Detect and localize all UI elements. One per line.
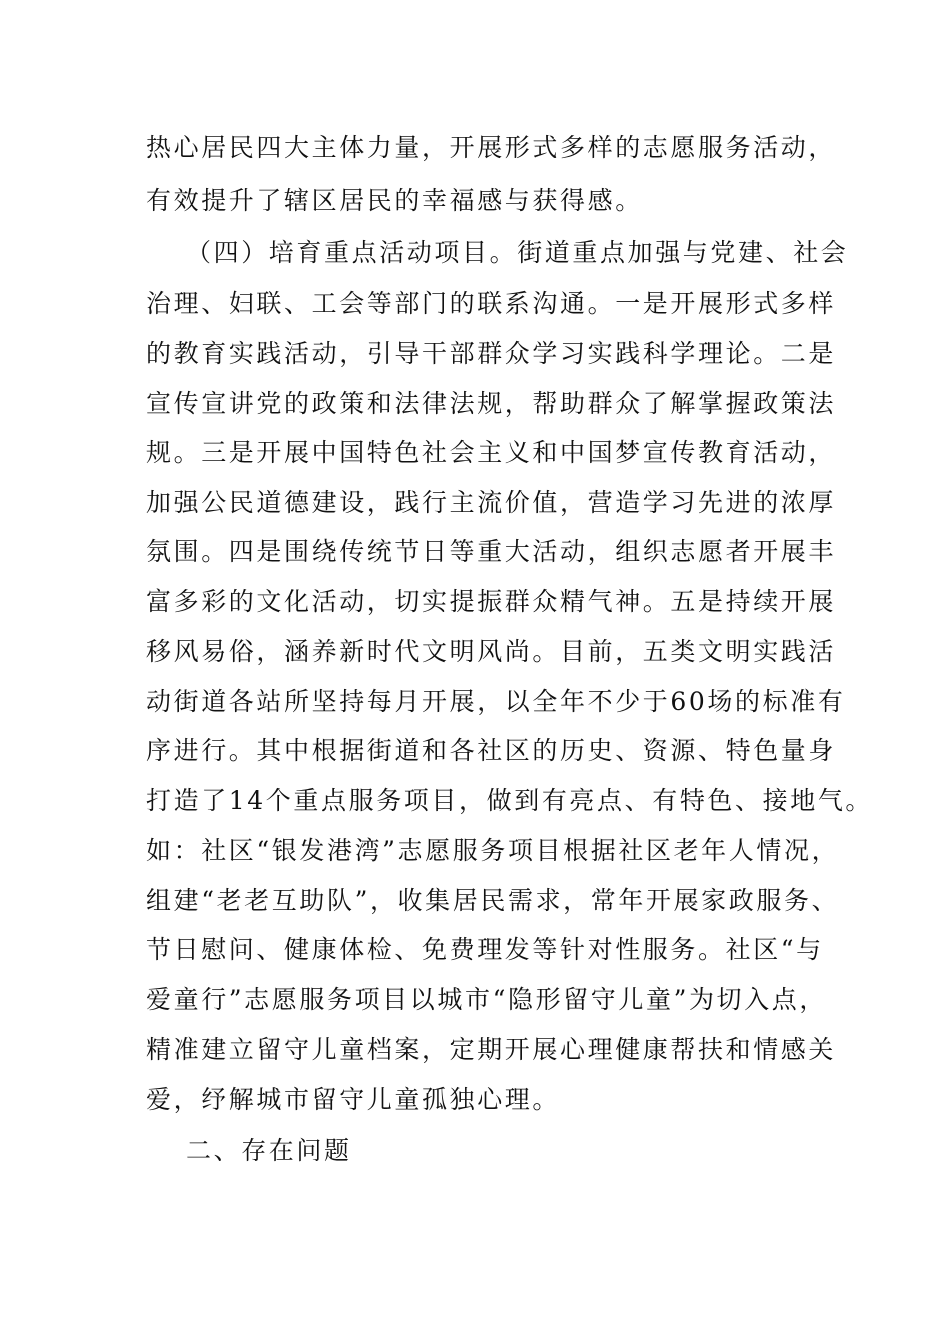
- text-line: 有效提升了辖区居民的幸福感与获得感。: [146, 186, 643, 215]
- text-line: 规。三是开展中国特色社会主义和中国梦宣传教育活动，: [146, 438, 837, 467]
- text-line: 动街道各站所坚持每月开展，以全年不少于60场的标准有: [146, 687, 846, 716]
- section-heading-4: （四）培育重点活动项目。街道重点加强与党建、社会: [186, 238, 849, 267]
- text-line: 如：社区“银发港湾”志愿服务项目根据社区老年人情况，: [146, 836, 840, 865]
- text-line: 热心居民四大主体力量，开展形式多样的志愿服务活动，: [146, 133, 837, 162]
- text-line: 爱，纾解城市留守儿童孤独心理。: [146, 1085, 561, 1114]
- text-line: 精准建立留守儿童档案，定期开展心理健康帮扶和情感关: [146, 1035, 837, 1064]
- text-line: 打造了14个重点服务项目，做到有亮点、有特色、接地气。: [146, 786, 874, 815]
- text-line: 氛围。四是围绕传统节日等重大活动，组织志愿者开展丰: [146, 537, 837, 566]
- text-line: 组建“老老互助队”，收集居民需求，常年开展家政服务、: [146, 886, 840, 915]
- text-line: 节日慰问、健康体检、免费理发等针对性服务。社区“与: [146, 935, 824, 964]
- text-line: 移风易俗，涵养新时代文明风尚。目前，五类文明实践活: [146, 637, 837, 666]
- text-line: 爱童行”志愿服务项目以城市“隐形留守儿童”为切入点，: [146, 985, 827, 1014]
- text-line: 的教育实践活动，引导干部群众学习实践科学理论。二是: [146, 339, 837, 368]
- text-line: 宣传宣讲党的政策和法律法规，帮助群众了解掌握政策法: [146, 389, 837, 418]
- text-line: 加强公民道德建设，践行主流价值，营造学习先进的浓厚: [146, 488, 837, 517]
- section-heading-2: 二、存在问题: [186, 1136, 352, 1165]
- text-line: 富多彩的文化活动，切实提振群众精气神。五是持续开展: [146, 587, 837, 616]
- text-line: 序进行。其中根据街道和各社区的历史、资源、特色量身: [146, 736, 837, 765]
- text-line: 治理、妇联、工会等部门的联系沟通。一是开展形式多样: [146, 289, 837, 318]
